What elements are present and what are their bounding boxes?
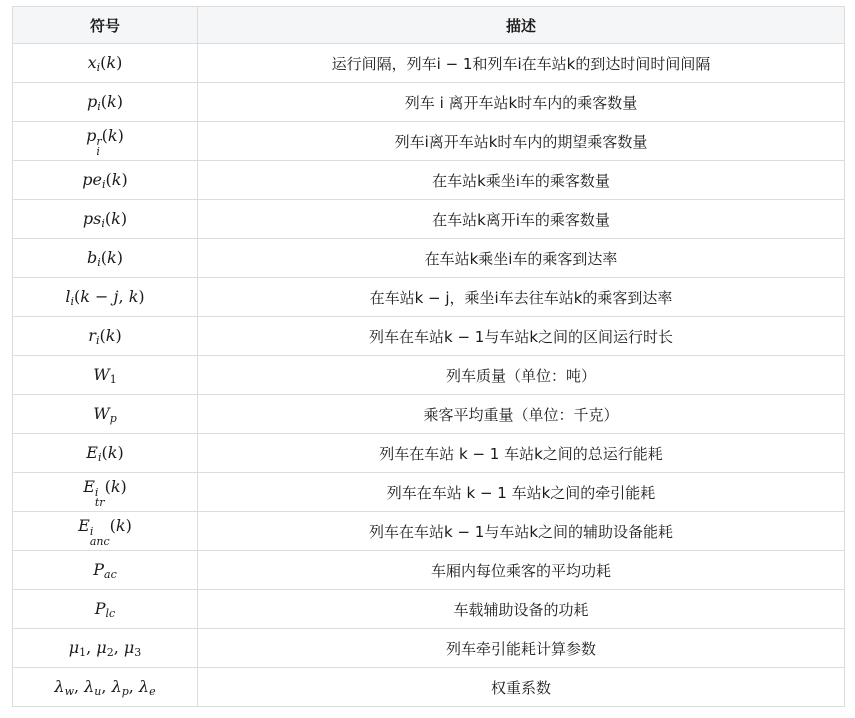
description-cell: 列车牵引能耗计算参数 bbox=[198, 629, 845, 668]
description-cell: 乘客平均重量（单位：千克） bbox=[198, 395, 845, 434]
symbol-cell: $\lambda_w$, $\lambda_u$, $\lambda_p$, $\lambda_e$ bbox=[13, 668, 198, 707]
description-cell: 运行间隔，列车i − 1和列车i在车站k的到达时间时间间隔 bbox=[198, 44, 845, 83]
symbol-cell: $W_p$ bbox=[13, 395, 198, 434]
symbol-cell: $r_i(k)$ bbox=[13, 317, 198, 356]
description-cell: 列车在车站 k − 1 车站k之间的牵引能耗 bbox=[198, 473, 845, 512]
table-row bbox=[13, 122, 845, 161]
symbol-table bbox=[12, 6, 845, 707]
header-symbol: 符号 bbox=[13, 7, 198, 44]
symbol-cell: $l_i(k - j$, k) bbox=[13, 278, 198, 317]
table-row bbox=[13, 434, 845, 473]
symbol-cell: $b_i(k)$ bbox=[13, 239, 198, 278]
description-cell: 列车质量（单位：吨） bbox=[198, 356, 845, 395]
table-row bbox=[13, 356, 845, 395]
header-description: 描述 bbox=[198, 7, 845, 44]
description-cell: 车厢内每位乘客的平均功耗 bbox=[198, 551, 845, 590]
table-row bbox=[13, 278, 845, 317]
description-cell: 权重系数 bbox=[198, 668, 845, 707]
table-row bbox=[13, 239, 845, 278]
table-row bbox=[13, 317, 845, 356]
symbol-cell: $\mu_1$, $\mu_2$, $\mu_3$ bbox=[13, 629, 198, 668]
table-header-row bbox=[13, 7, 845, 44]
table-row bbox=[13, 668, 845, 707]
table-row bbox=[13, 512, 845, 551]
symbol-cell: $p_i(k)$ bbox=[13, 83, 198, 122]
description-cell: 车载辅助设备的功耗 bbox=[198, 590, 845, 629]
symbol-cell: $P_{ac}$ bbox=[13, 551, 198, 590]
symbol-cell: E i tr (k) bbox=[13, 473, 198, 512]
symbol-cell: E i anc (k) bbox=[13, 512, 198, 551]
table-row bbox=[13, 44, 845, 83]
table-row bbox=[13, 395, 845, 434]
description-cell: 在车站k乘坐i车的乘客数量 bbox=[198, 161, 845, 200]
table-row bbox=[13, 629, 845, 668]
description-cell: 列车 i 离开车站k时车内的乘客数量 bbox=[198, 83, 845, 122]
symbol-cell: $pe_i(k)$ bbox=[13, 161, 198, 200]
table-row bbox=[13, 161, 845, 200]
symbol-cell: p r i (k) bbox=[13, 122, 198, 161]
description-cell: 在车站k − j，乘坐i车去往车站k的乘客到达率 bbox=[198, 278, 845, 317]
description-cell: 在车站k离开i车的乘客数量 bbox=[198, 200, 845, 239]
table-row bbox=[13, 473, 845, 512]
description-cell: 列车在车站k − 1与车站k之间的辅助设备能耗 bbox=[198, 512, 845, 551]
table-row bbox=[13, 83, 845, 122]
table-row bbox=[13, 551, 845, 590]
symbol-cell: $P_{lc}$ bbox=[13, 590, 198, 629]
symbol-cell: $ps_i(k)$ bbox=[13, 200, 198, 239]
description-cell: 在车站k乘坐i车的乘客到达率 bbox=[198, 239, 845, 278]
table-row bbox=[13, 200, 845, 239]
symbol-table-container bbox=[12, 6, 844, 707]
description-cell: 列车i离开车站k时车内的期望乘客数量 bbox=[198, 122, 845, 161]
description-cell: 列车在车站k − 1与车站k之间的区间运行时长 bbox=[198, 317, 845, 356]
symbol-cell: $W_1$ bbox=[13, 356, 198, 395]
symbol-cell: $x_i(k)$ bbox=[13, 44, 198, 83]
symbol-cell: $E_i(k)$ bbox=[13, 434, 198, 473]
table-row bbox=[13, 590, 845, 629]
description-cell: 列车在车站 k − 1 车站k之间的总运行能耗 bbox=[198, 434, 845, 473]
